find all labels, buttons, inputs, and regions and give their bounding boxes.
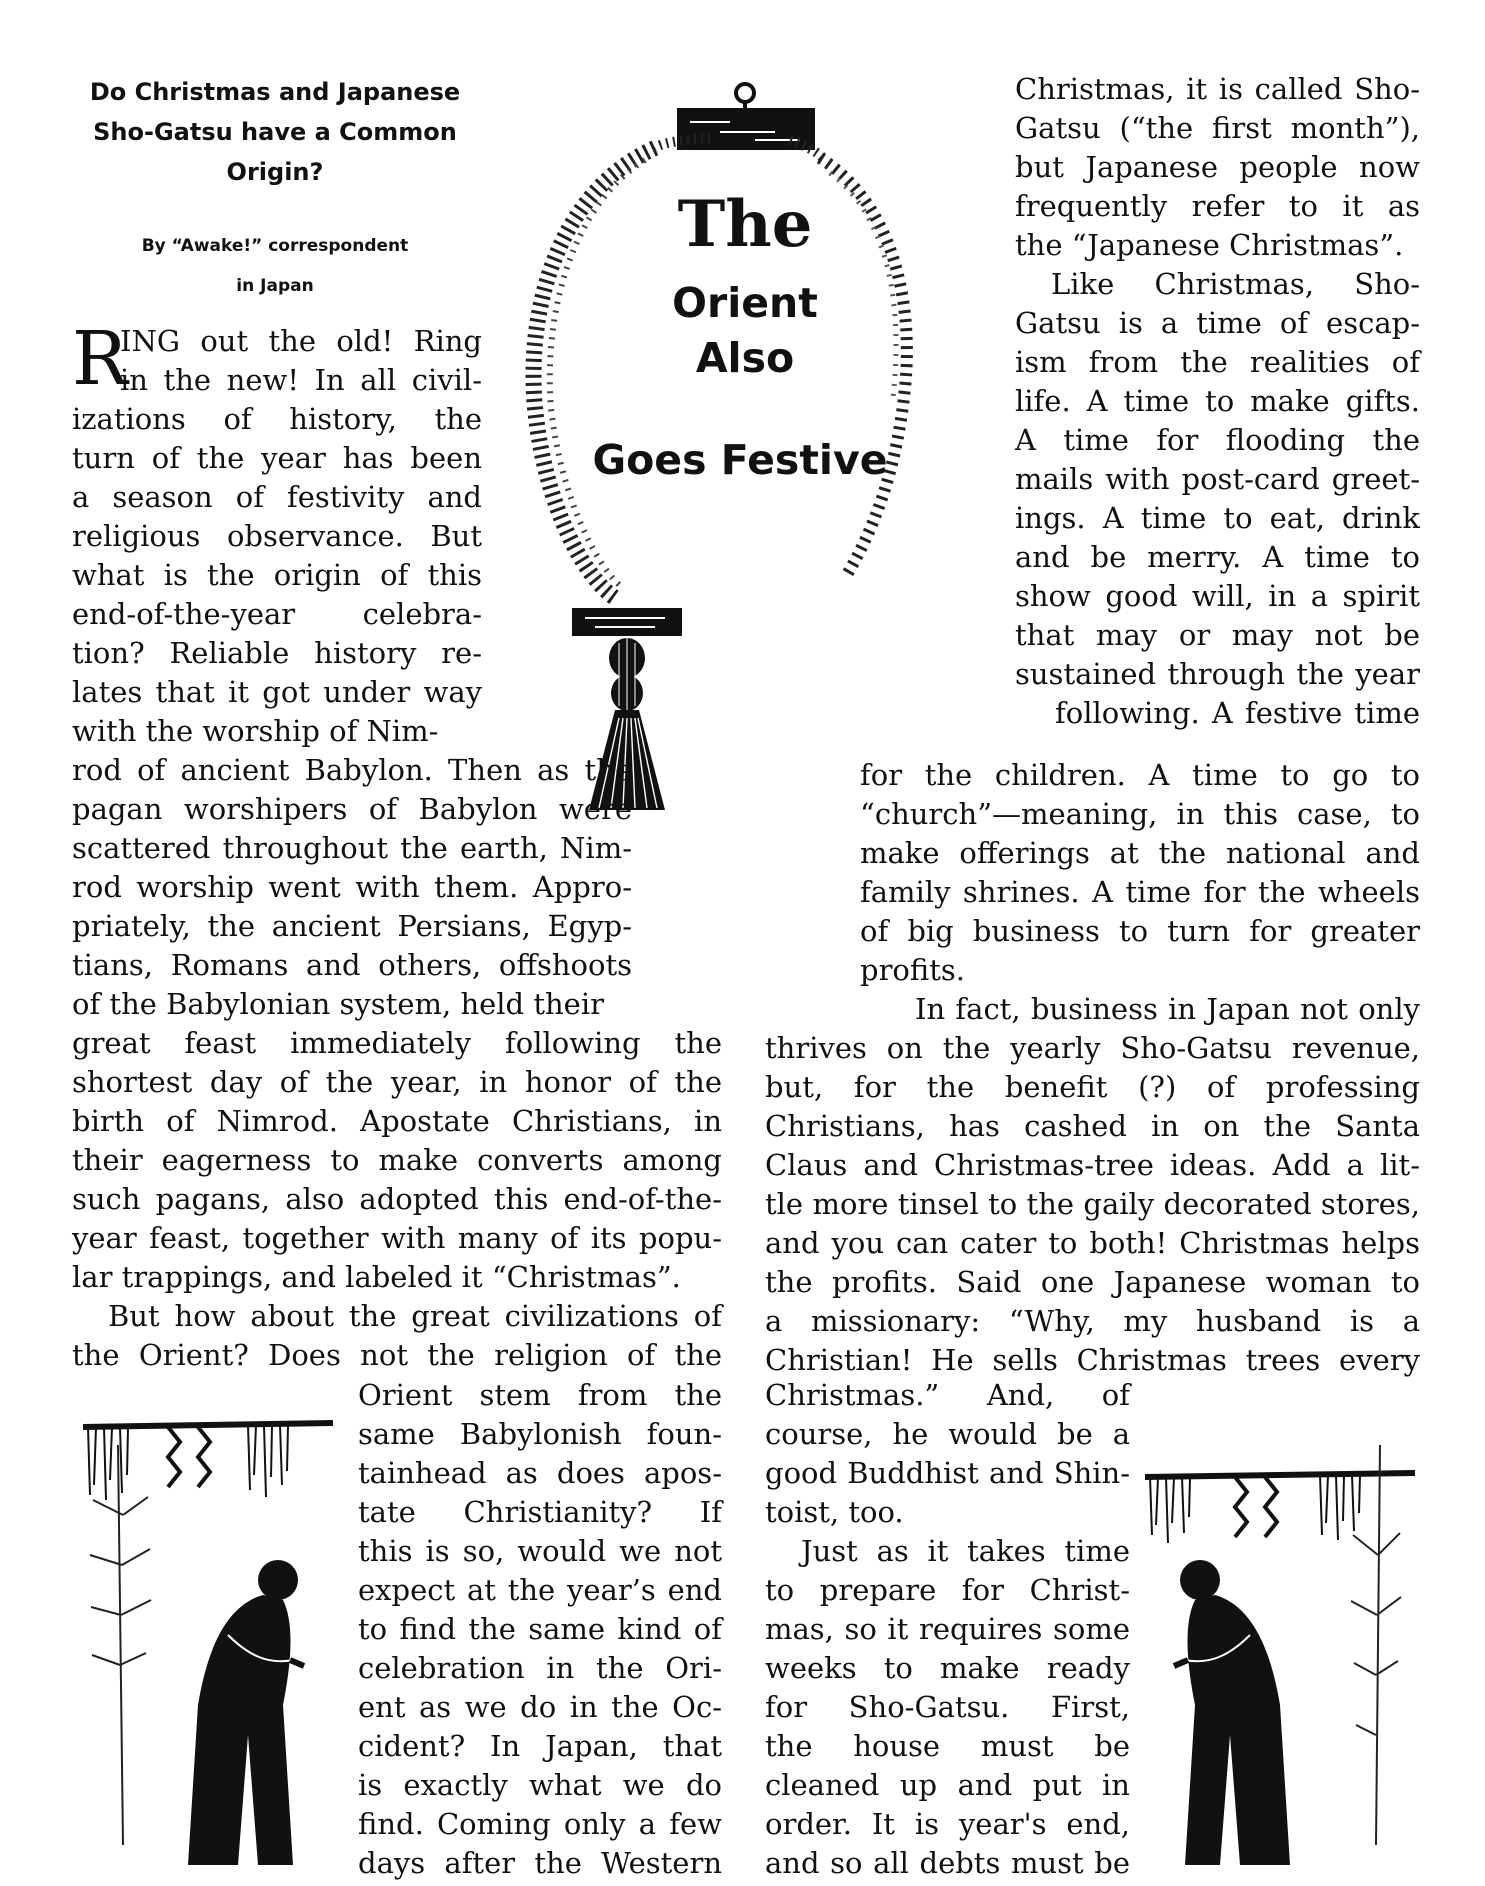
text-line: thrives on the yearly Sho-Gatsu revenue, — [765, 1031, 1420, 1065]
text-line: Christmas.” And, of — [765, 1378, 1130, 1412]
text-line: profits. — [860, 953, 965, 987]
text-line: rod of ancient Babylon. Then as the — [72, 753, 632, 787]
text-line: celebration in the Ori- — [358, 1651, 722, 1685]
text-line: tians, Romans and others, offshoots — [72, 948, 632, 982]
text-line: make offerings at the national and — [860, 836, 1420, 870]
text-line: the “Japanese Christmas”. — [1015, 228, 1404, 262]
text-line: tate Christianity? If — [358, 1495, 722, 1529]
right-wide-block — [765, 990, 1420, 1385]
text-line: In fact, business in Japan not only — [915, 992, 1420, 1026]
text-line: to prepare for Christ- — [765, 1573, 1130, 1607]
text-line: the Orient? Does not the religion of the — [72, 1338, 722, 1372]
text-line: “church”—meaning, in this case, to — [860, 797, 1420, 831]
text-line: in the new! In all civil- — [120, 363, 482, 397]
text-line: the profits. Said one Japanese woman to — [765, 1265, 1420, 1299]
text-line: and so all debts must be — [765, 1846, 1130, 1880]
text-line: tle more tinsel to the gaily decorated stores, — [765, 1187, 1420, 1221]
title-orient: Orient — [672, 279, 818, 327]
left-wide-block — [72, 1024, 722, 1379]
text-line: for Sho-Gatsu. First, — [765, 1690, 1130, 1724]
text-line: their eagerness to make converts among — [72, 1143, 722, 1177]
text-line: find. Coming only a few — [358, 1807, 722, 1841]
text-line: end-of-the-year celebra- — [72, 597, 482, 631]
drop-cap: R — [72, 316, 128, 402]
text-line: days after the Western — [358, 1846, 722, 1880]
text-line: family shrines. A time for the wheels — [860, 875, 1420, 909]
text-line: this is so, would we not — [358, 1534, 722, 1568]
text-line: A time for flooding the — [1015, 423, 1420, 457]
text-line: ism from the realities of — [1015, 345, 1420, 379]
kicker-line: Do Christmas and Japanese — [89, 78, 461, 106]
text-line: weeks to make ready — [765, 1651, 1130, 1685]
text-line: expect at the year’s end — [358, 1573, 722, 1607]
kicker-line: Sho-Gatsu have a Common — [93, 118, 457, 146]
text-line: Just as it takes time — [801, 1534, 1130, 1568]
text-line: Christian! He sells Christmas trees every — [765, 1343, 1420, 1377]
byline-line: in Japan — [236, 276, 314, 296]
text-line: priately, the ancient Persians, Egyp- — [72, 909, 632, 943]
text-line: to find the same kind of — [358, 1612, 722, 1646]
text-line: of big business to turn for greater — [860, 914, 1420, 948]
text-line: the house must be — [765, 1729, 1130, 1763]
text-line: with the worship of Nim- — [72, 714, 439, 748]
text-line: and you can cater to both! Christmas helps — [765, 1226, 1420, 1260]
text-line: Gatsu (“the first month”), — [1015, 111, 1420, 145]
text-line: tion? Reliable history re- — [72, 636, 482, 670]
text-line: Like Christmas, Sho- — [1051, 267, 1420, 301]
text-line: cleaned up and put in — [765, 1768, 1130, 1802]
text-line: Orient stem from the — [358, 1378, 722, 1412]
text-line: of the Babylonian system, held their — [72, 987, 604, 1021]
text-line: sustained through the year — [1015, 657, 1420, 691]
text-line: frequently refer to it as — [1015, 189, 1420, 223]
text-line: birth of Nimrod. Apostate Christians, in — [72, 1104, 722, 1138]
text-line: a season of festivity and — [72, 480, 482, 514]
byline-line: By “Awake!” correspondent — [141, 236, 409, 256]
text-line: Claus and Christmas-tree ideas. Add a lit- — [765, 1148, 1420, 1182]
byline — [70, 226, 480, 306]
text-line: mails with post-card greet- — [1015, 462, 1420, 496]
text-line: ings. A time to eat, drink — [1015, 501, 1420, 535]
text-line: great feast immediately following the — [72, 1026, 722, 1060]
text-line: what is the origin of this — [72, 558, 482, 592]
text-line: Christians, has cashed in on the Santa — [765, 1109, 1420, 1143]
text-line: order. It is year's end, — [765, 1807, 1130, 1841]
text-line: Gatsu is a time of escap- — [1015, 306, 1420, 340]
text-line: religious observance. But — [72, 519, 482, 553]
text-line: scattered throughout the earth, Nim- — [72, 831, 632, 865]
text-line: course, he would be a — [765, 1417, 1130, 1451]
text-line: ING out the old! Ring — [120, 324, 482, 358]
text-line: and be merry. A time to — [1015, 540, 1420, 574]
article-kicker — [70, 72, 480, 192]
bowing-man-left-illustration — [78, 1405, 348, 1875]
text-line: a missionary: “Why, my husband is a — [765, 1304, 1420, 1338]
text-line: pagan worshipers of Babylon were — [72, 792, 632, 826]
text-line: but, for the benefit (?) of professing — [765, 1070, 1420, 1104]
text-line: shortest day of the year, in honor of the — [72, 1065, 722, 1099]
text-line: lar trappings, and labeled it “Christmas”. — [72, 1260, 681, 1294]
text-line: toist, too. — [765, 1495, 904, 1529]
text-line: is exactly what we do — [358, 1768, 722, 1802]
text-line: for the children. A time to go to — [860, 758, 1420, 792]
text-line: life. A time to make gifts. — [1015, 384, 1420, 418]
text-line: rod worship went with them. Appro- — [72, 870, 632, 904]
text-line: year feast, together with many of its popu- — [72, 1221, 722, 1255]
text-line: that may or may not be — [1015, 618, 1420, 652]
text-line: mas, so it requires some — [765, 1612, 1130, 1646]
title-also: Also — [695, 334, 795, 382]
left-middle-block — [72, 751, 632, 1026]
text-line: lates that it got under way — [72, 675, 482, 709]
text-line: such pagans, also adopted this end-of-the- — [72, 1182, 722, 1216]
text-line: same Babylonish foun- — [358, 1417, 722, 1451]
text-line: But how about the great civilizations of — [108, 1299, 722, 1333]
text-line: but Japanese people now — [1015, 150, 1420, 184]
text-line: tainhead as does apos- — [358, 1456, 722, 1490]
left-figure-text-block — [358, 1376, 722, 1886]
bowing-man-right-illustration — [1140, 1405, 1420, 1875]
text-line: following. A festive time — [1055, 696, 1420, 730]
text-line: good Buddhist and Shin- — [765, 1456, 1130, 1490]
left-intro-block — [72, 316, 482, 757]
text-line: show good will, in a spirit — [1015, 579, 1420, 613]
text-line: izations of history, the — [72, 402, 482, 436]
text-line: Christmas, it is called Sho- — [1015, 72, 1420, 106]
right-middle-block — [860, 756, 1420, 996]
title-the: The — [677, 187, 813, 262]
right-figure-text-block — [765, 1376, 1130, 1886]
text-line: cident? In Japan, that — [358, 1729, 722, 1763]
kicker-line: Origin? — [226, 158, 324, 186]
title-goes-festive: Goes Festive — [592, 436, 888, 484]
text-line: turn of the year has been — [72, 441, 482, 475]
right-top-block — [1015, 70, 1420, 740]
text-line: ent as we do in the Oc- — [358, 1690, 722, 1724]
